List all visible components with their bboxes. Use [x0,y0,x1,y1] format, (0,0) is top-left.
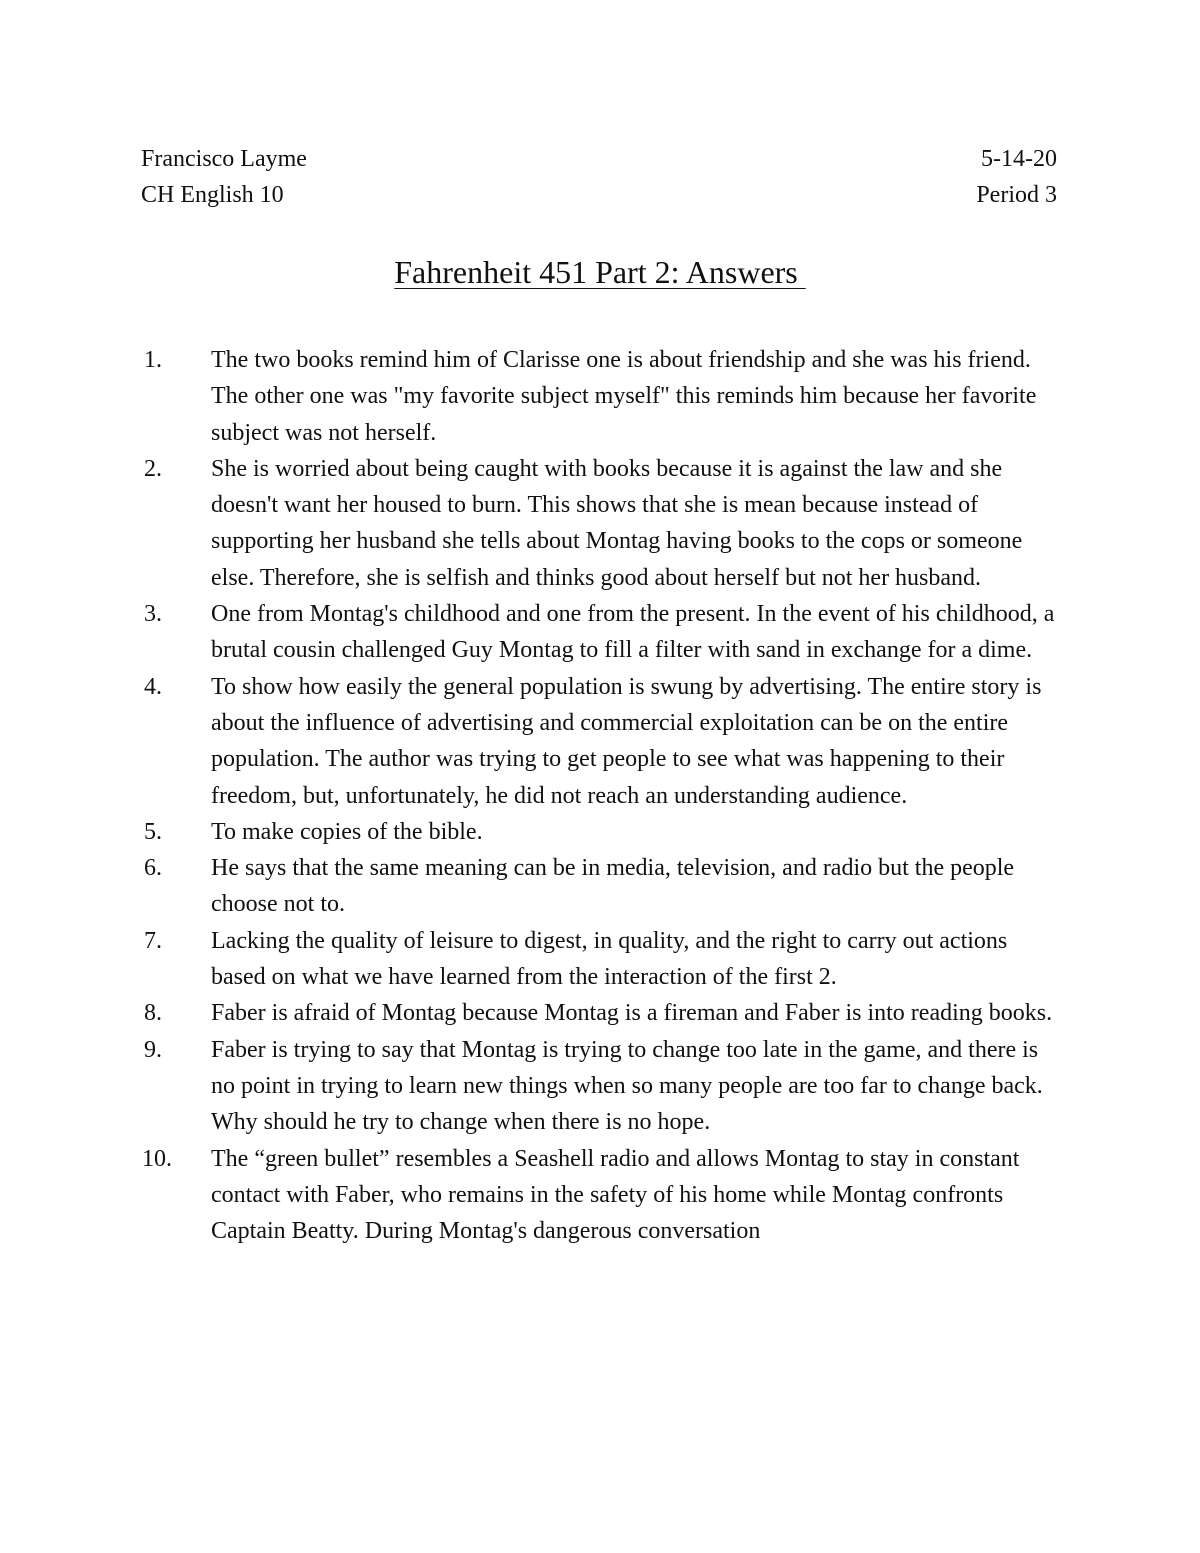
list-item-text: To show how easily the general population is swung by advertising. The entire story is about the influence of advertising and commercial exploitation can be on the entire population. The author was trying to get people to see what was happening to their freedom, but, unfortunately, he did not reach an understanding audience. [211,673,1042,809]
list-item [0,995,1061,1031]
list-item-number: 5. [144,818,162,845]
list-item [0,669,1061,814]
answers-list [0,342,1200,1249]
course-name: CH English 10 [141,182,284,208]
list-item-text: She is worried about being caught with books because it is against the law and she doesn't want her housed to burn. This shows that she is mean because instead of supporting her husband she tells about Montag having books to the cops or someone else. Therefore, she is selfish and thinks good about herself but not her husband. [211,455,1023,591]
list-item-text: He says that the same meaning can be in media, television, and radio but the people choose not to. [211,855,1015,918]
list-item-text: The two books remind him of Clarisse one is about friendship and she was his friend. The other one was "my favorite subject myself" this reminds him because her favorite subject was not herself. [211,347,1037,446]
list-item [0,814,1061,850]
list-item-number: 2. [144,455,162,482]
list-item-text: Lacking the quality of leisure to digest, in quality, and the right to carry out actions based on what we have learned from the interaction of the first 2. [211,927,1008,991]
list-item [0,596,1061,669]
header-row-2 [141,177,1057,213]
list-item-number: 9. [144,1036,162,1063]
document-title-text: Fahrenheit 451 Part 2: Answers [394,254,806,290]
list-item [0,1032,1061,1141]
list-item [0,342,1061,451]
list-item [0,923,1061,996]
class-period: Period 3 [976,182,1057,208]
list-item [0,1141,1061,1250]
list-item-number: 10. [142,1145,172,1172]
list-item-text: Faber is afraid of Montag because Montag is a fireman and Faber is into reading books. [211,1000,1053,1027]
list-item [0,451,1061,596]
list-item-number: 7. [144,927,162,954]
assignment-date: 5-14-20 [981,146,1057,172]
list-item-number: 6. [144,855,162,882]
list-item-number: 4. [144,673,162,700]
list-item-number: 8. [144,1000,162,1027]
list-item-text: To make copies of the bible. [211,818,483,845]
list-item-number: 1. [144,347,162,373]
list-item-text: One from Montag's childhood and one from the present. In the event of his childhood, a brutal cousin challenged Guy Montag to fill a filter with sand in exchange for a dime. [211,601,1055,664]
list-item-text: The “green bullet” resembles a Seashell radio and allows Montag to stay in constant contact with Faber, who remains in the safety of his home while Montag confronts Captain Beatty. During Montag's dangerous conversation [211,1145,1020,1245]
list-item-text: Faber is trying to say that Montag is trying to change too late in the game, and there is no point in trying to learn new things when so many people are too far to change back. Why should he try to change when there is no hope. [211,1036,1043,1136]
list-item-number: 3. [144,601,162,628]
document-title [0,252,1200,292]
student-name: Francisco Layme [141,146,307,172]
list-item [0,850,1061,923]
header-row-1 [141,141,1057,177]
